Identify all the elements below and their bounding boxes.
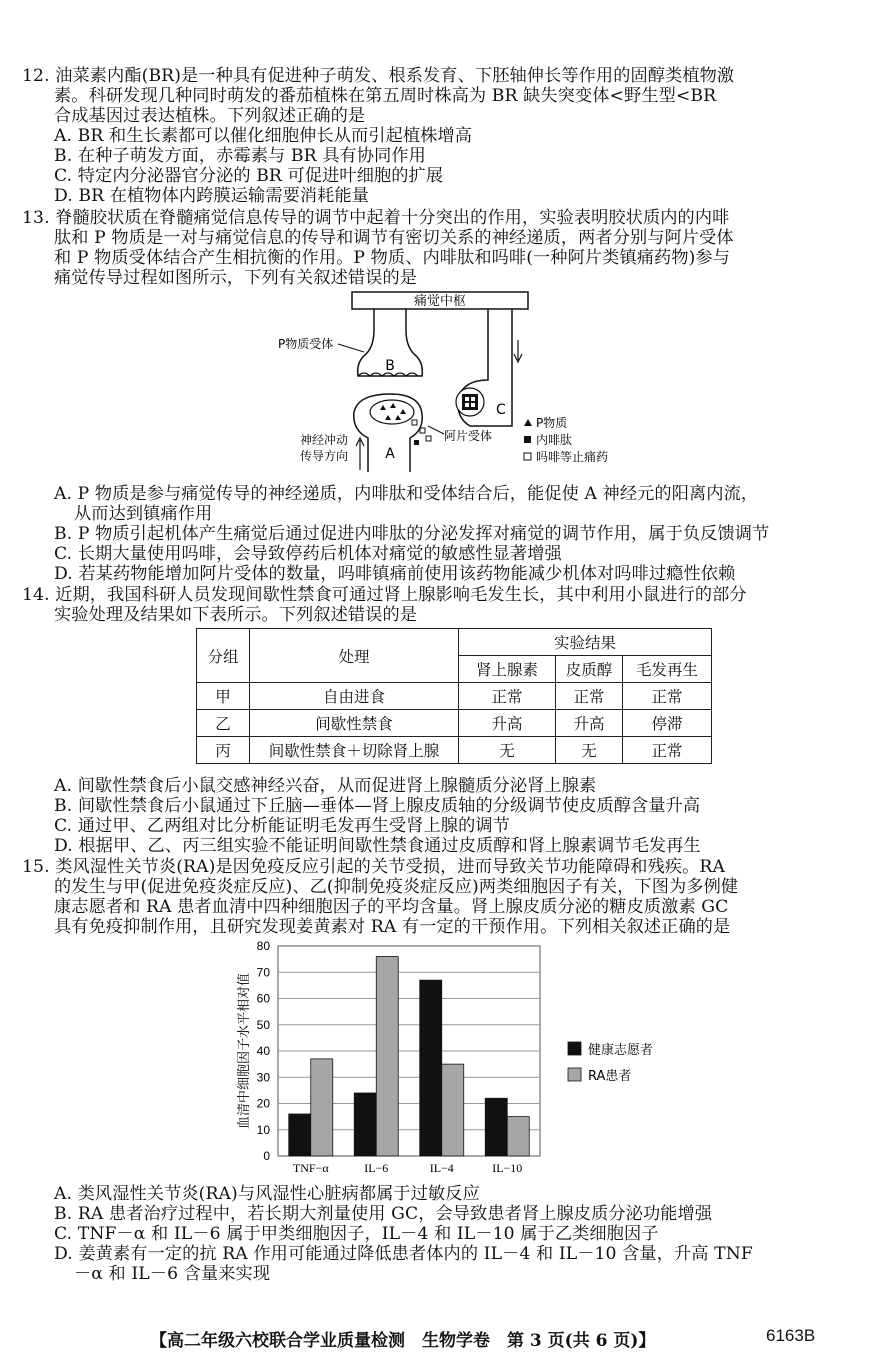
y-tick-label: 80 xyxy=(256,939,270,953)
y-tick-label: 70 xyxy=(256,965,270,980)
option-a-cont: 从而达到镇痛作用 xyxy=(74,504,213,524)
neuron-a-label: A xyxy=(385,446,395,462)
option-d: D. 根据甲、乙、丙三组实验不能证明间歇性禁食通过皮质醇和肾上腺素调节毛发再生 xyxy=(54,836,701,856)
table-header: 分组 xyxy=(197,629,250,683)
question-text: 和 P 物质受体结合产生相抗衡的作用。P 物质、内啡肽和吗啡(一种阿片类镇痛药物)参与 xyxy=(54,248,730,268)
legend-label: 健康志愿者 xyxy=(588,1043,654,1058)
bar-IL−6-健康志愿者 xyxy=(354,1093,376,1156)
y-tick-label: 0 xyxy=(263,1149,270,1163)
neuron-b-label: B xyxy=(385,358,395,374)
y-tick-label: 60 xyxy=(256,991,270,1006)
table-cell: 升高 xyxy=(556,710,623,737)
question-text: 12. 油菜素内酯(BR)是一种具有促进种子萌发、根系发育、下胚轴伸长等作用的固醇类植物激 xyxy=(22,66,735,86)
page-footer: 【高二年级六校联合学业质量检测 生物学卷 第 3 页(共 6 页)】 xyxy=(150,1331,656,1351)
legend-endorphin-marker xyxy=(524,436,531,443)
opioid-receptor-label: 阿片受体 xyxy=(444,429,493,443)
bar-IL−4-RA患者 xyxy=(442,1064,464,1156)
legend-swatch xyxy=(568,1042,581,1055)
table-subheader: 皮质醇 xyxy=(556,656,623,683)
option-b: B. 在种子萌发方面，赤霉素与 BR 具有协同作用 xyxy=(54,146,426,166)
table-row xyxy=(197,683,712,710)
legend-swatch xyxy=(568,1068,581,1081)
legend-label: RA患者 xyxy=(588,1069,632,1084)
question-text: 13. 脊髓胶状质在脊髓痛觉信息传导的调节中起着十分突出的作用，实验表明胶状质内的内啡 xyxy=(22,208,730,228)
question-text: 15. 类风湿性关节炎(RA)是因免疫反应引起的关节受损，进而导致关节功能障碍和残疾。RA xyxy=(22,857,725,877)
y-axis-label: 血清中细胞因子水平相对值 xyxy=(237,972,252,1130)
table-row xyxy=(197,737,712,764)
option-d: D. BR 在植物体内跨膜运输需要消耗能量 xyxy=(54,186,370,206)
option-a: A. 间歇性禁食后小鼠交感神经兴奋，从而促进肾上腺髓质分泌肾上腺素 xyxy=(54,776,597,796)
table-header: 处理 xyxy=(250,629,459,683)
table-header: 实验结果 xyxy=(459,629,712,656)
legend-morphine: 吗啡等止痛药 xyxy=(536,450,609,464)
x-tick-label: IL−6 xyxy=(364,1161,389,1175)
table-cell: 正常 xyxy=(623,737,712,764)
cytokine-bar-chart xyxy=(228,938,670,1182)
experiment-table xyxy=(196,628,712,764)
y-tick-label: 50 xyxy=(256,1017,270,1032)
legend-p-marker xyxy=(524,419,532,426)
p-receptor-label: P物质受体 xyxy=(278,337,334,351)
y-tick-label: 30 xyxy=(256,1070,270,1085)
question-text: 痛觉传导过程如图所示，下列有关叙述错误的是 xyxy=(54,268,418,288)
table-row xyxy=(197,710,712,737)
option-c: C. 特定内分泌器官分泌的 BR 可促进叶细胞的扩展 xyxy=(54,166,444,186)
question-text: 14. 近期，我国科研人员发现间歇性禁食可通过肾上腺影响毛发生长，其中利用小鼠进行的部分 xyxy=(22,585,747,605)
legend-morphine-marker xyxy=(524,453,531,460)
x-tick-label: TNF−α xyxy=(292,1161,329,1175)
impulse-label-2: 传导方向 xyxy=(300,449,349,463)
impulse-label-1: 神经冲动 xyxy=(300,433,349,447)
y-tick-label: 10 xyxy=(256,1122,270,1137)
question-text: 实验处理及结果如下表所示。下列叙述错误的是 xyxy=(54,605,418,625)
bar-IL−10-RA患者 xyxy=(507,1117,529,1156)
option-d: D. 若某药物能增加阿片受体的数量，吗啡镇痛前使用该药物能减少机体对吗啡过瘾性依赖 xyxy=(54,564,736,584)
table-cell: 间歇性禁食＋切除肾上腺 xyxy=(250,737,459,764)
bar-IL−6-RA患者 xyxy=(376,957,398,1157)
table-subheader: 肾上腺素 xyxy=(459,656,556,683)
question-text: 素。科研发现几种同时萌发的番茄植株在第五周时株高为 BR 缺失突变体<野生型<BR xyxy=(54,86,717,106)
table-cell: 正常 xyxy=(556,683,623,710)
table-cell: 升高 xyxy=(459,710,556,737)
option-a: A. P 物质是参与痛觉传导的神经递质，内啡肽和受体结合后，能促使 A 神经元的阳离内流， xyxy=(54,484,759,504)
table-cell: 无 xyxy=(556,737,623,764)
y-tick-label: 20 xyxy=(256,1096,270,1111)
pain-center-label: 痛觉中枢 xyxy=(413,294,467,309)
question-text: 具有免疫抑制作用，且研究发现姜黄素对 RA 有一定的干预作用。下列相关叙述正确的是 xyxy=(54,917,731,937)
bar-IL−10-健康志愿者 xyxy=(485,1098,507,1156)
option-b: B. RA 患者治疗过程中，若长期大剂量使用 GC，会导致患者肾上腺皮质分泌功能增强 xyxy=(54,1204,713,1224)
pain-pathway-diagram xyxy=(272,290,620,474)
option-c: C. 长期大量使用吗啡，会导致停药后机体对痛觉的敏感性显著增强 xyxy=(54,544,562,564)
option-c: C. 通过甲、乙两组对比分析能证明毛发再生受肾上腺的调节 xyxy=(54,816,510,836)
table-cell: 无 xyxy=(459,737,556,764)
question-text: 合成基因过表达植株。下列叙述正确的是 xyxy=(54,106,366,126)
legend-p: P物质 xyxy=(536,416,568,430)
legend-endorphin: 内啡肽 xyxy=(536,433,573,447)
x-tick-label: IL−10 xyxy=(492,1161,523,1175)
option-b: B. P 物质引起机体产生痛觉后通过促进内啡肽的分泌发挥对痛觉的调节作用，属于负反馈调节 xyxy=(54,524,770,544)
table-cell: 正常 xyxy=(459,683,556,710)
table-cell: 间歇性禁食 xyxy=(250,710,459,737)
option-a: A. BR 和生长素都可以催化细胞伸长从而引起植株增高 xyxy=(54,126,473,146)
bar-IL−4-健康志愿者 xyxy=(420,980,442,1156)
option-c: C. TNF－α 和 IL－6 属于甲类细胞因子，IL－4 和 IL－10 属于乙类细胞因子 xyxy=(54,1224,659,1244)
bar-TNF−α-健康志愿者 xyxy=(289,1114,311,1156)
option-d: D. 姜黄素有一定的抗 RA 作用可能通过降低患者体内的 IL－4 和 IL－10 含量，升高 TNF xyxy=(54,1244,753,1264)
question-text: 康志愿者和 RA 患者血清中四种细胞因子的平均含量。肾上腺皮质分泌的糖皮质激素 GC xyxy=(54,897,729,917)
option-d-cont: －α 和 IL－6 含量来实现 xyxy=(74,1264,271,1284)
paper-code: 6163B xyxy=(766,1326,816,1345)
table-cell: 停滞 xyxy=(623,710,712,737)
table-cell: 丙 xyxy=(197,737,250,764)
y-tick-label: 40 xyxy=(256,1044,270,1058)
table-cell: 甲 xyxy=(197,683,250,710)
table-cell: 自由进食 xyxy=(250,683,459,710)
table-subheader: 毛发再生 xyxy=(623,656,712,683)
question-text: 的发生与甲(促进免疫炎症反应)、乙(抑制免疫炎症反应)两类细胞因子有关，下图为多例健 xyxy=(54,877,739,897)
bar-TNF−α-RA患者 xyxy=(311,1059,333,1156)
question-text: 肽和 P 物质是一对与痛觉信息的传导和调节有密切关系的神经递质，两者分别与阿片受体 xyxy=(54,228,734,248)
option-a: A. 类风湿性关节炎(RA)与风湿性心脏病都属于过敏反应 xyxy=(54,1184,480,1204)
neuron-c-label: C xyxy=(496,402,506,418)
table-cell: 正常 xyxy=(623,683,712,710)
option-b: B. 间歇性禁食后小鼠通过下丘脑—垂体—肾上腺皮质轴的分级调节使皮质醇含量升高 xyxy=(54,796,701,816)
table-cell: 乙 xyxy=(197,710,250,737)
x-tick-label: IL−4 xyxy=(429,1161,454,1175)
